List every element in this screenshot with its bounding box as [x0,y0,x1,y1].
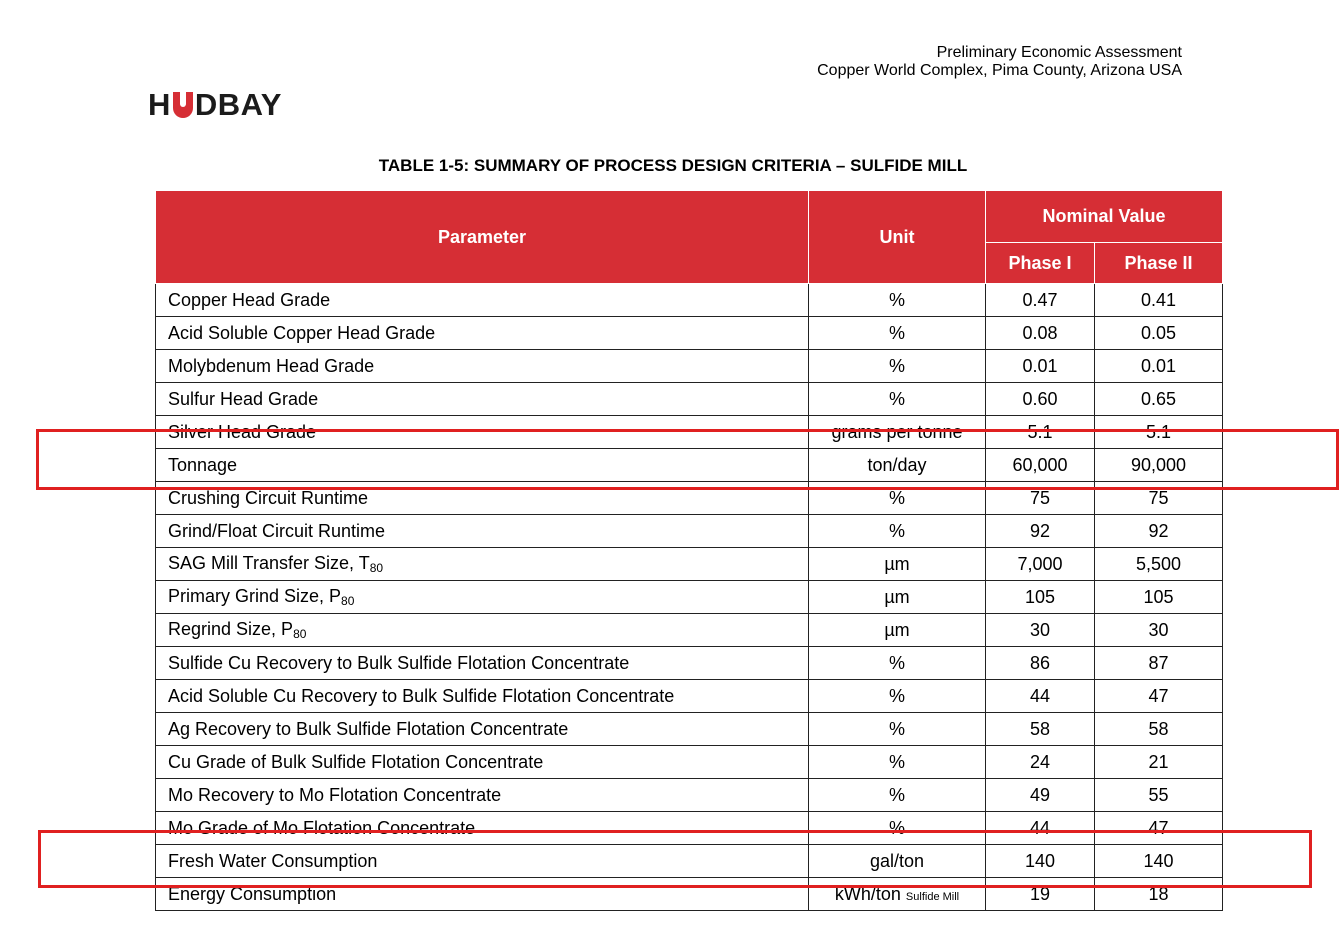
header-line-2: Copper World Complex, Pima County, Arizona USA [817,62,1182,79]
table-row [156,284,1223,317]
cell-parameter: Ag Recovery to Bulk Sulfide Flotation Concentrate [156,713,809,746]
cell-parameter: Acid Soluble Copper Head Grade [156,317,809,350]
cell-phase-2: 47 [1095,812,1223,845]
table-row [156,779,1223,812]
cell-unit: % [809,482,986,515]
cell-parameter: Energy Consumption [156,878,809,911]
table-row [156,350,1223,383]
table-row [156,548,1223,581]
cell-unit: % [809,746,986,779]
cell-parameter: Tonnage [156,449,809,482]
cell-parameter: Sulfide Cu Recovery to Bulk Sulfide Flotation Concentrate [156,647,809,680]
cell-phase-2: 5.1 [1095,416,1223,449]
cell-unit: % [809,350,986,383]
table-row [156,581,1223,614]
cell-parameter: SAG Mill Transfer Size, $T_{80}$ [156,548,809,581]
cell-phase-1: 92 [986,515,1095,548]
cell-phase-2: 140 [1095,845,1223,878]
table-row [156,317,1223,350]
cell-phase-1: 0.01 [986,350,1095,383]
cell-unit: µm [809,614,986,647]
cell-phase-1: 0.47 [986,284,1095,317]
header-parameter: Parameter [156,191,809,284]
cell-phase-2: 0.65 [1095,383,1223,416]
table-row [156,680,1223,713]
cell-phase-2: 18 [1095,878,1223,911]
logo-text-right: DBAY [194,87,282,122]
cell-phase-2: 47 [1095,680,1223,713]
cell-parameter: Mo Grade of Mo Flotation Concentrate [156,812,809,845]
cell-parameter: Cu Grade of Bulk Sulfide Flotation Concentrate [156,746,809,779]
cell-phase-1: 105 [986,581,1095,614]
document-header [817,44,1182,80]
cell-unit: % [809,647,986,680]
cell-parameter: Molybdenum Head Grade [156,350,809,383]
cell-unit: % [809,317,986,350]
process-design-criteria-table [155,190,1223,911]
cell-phase-2: 0.41 [1095,284,1223,317]
cell-phase-1: 58 [986,713,1095,746]
cell-phase-2: 5,500 [1095,548,1223,581]
cell-phase-2: 92 [1095,515,1223,548]
cell-phase-1: 30 [986,614,1095,647]
cell-phase-2: 75 [1095,482,1223,515]
cell-parameter: Acid Soluble Cu Recovery to Bulk Sulfide Flotation Concentrate [156,680,809,713]
cell-parameter: Regrind Size, $P_{80}$ [156,614,809,647]
logo-text-left: H [148,87,171,122]
cell-parameter: Mo Recovery to Mo Flotation Concentrate [156,779,809,812]
table-row [156,713,1223,746]
cell-phase-2: 105 [1095,581,1223,614]
cell-parameter: Grind/Float Circuit Runtime [156,515,809,548]
cell-phase-1: 5.1 [986,416,1095,449]
header-line-1: Preliminary Economic Assessment [936,44,1182,61]
header-unit: Unit [809,191,986,284]
cell-phase-1: 140 [986,845,1095,878]
cell-phase-2: 21 [1095,746,1223,779]
cell-phase-1: 19 [986,878,1095,911]
highlight-box-fresh-water [38,830,1312,888]
cell-phase-1: 24 [986,746,1095,779]
cell-phase-1: 0.60 [986,383,1095,416]
table-row [156,515,1223,548]
cell-unit: % [809,284,986,317]
cell-parameter: Copper Head Grade [156,284,809,317]
table-row [156,746,1223,779]
cell-phase-1: 60,000 [986,449,1095,482]
cell-parameter: Crushing Circuit Runtime [156,482,809,515]
cell-phase-1: 75 [986,482,1095,515]
cell-phase-2: 87 [1095,647,1223,680]
cell-phase-2: 55 [1095,779,1223,812]
cell-phase-1: 49 [986,779,1095,812]
hudbay-logo [148,88,282,122]
cell-phase-2: 90,000 [1095,449,1223,482]
cell-parameter: Fresh Water Consumption [156,845,809,878]
cell-unit: % [809,383,986,416]
cell-unit: grams per tonne [809,416,986,449]
cell-unit: % [809,779,986,812]
cell-parameter: Primary Grind Size, $P_{80}$ [156,581,809,614]
cell-phase-1: 7,000 [986,548,1095,581]
cell-phase-2: 30 [1095,614,1223,647]
logo-u-mark-icon [173,92,193,118]
cell-unit: gal/ton [809,845,986,878]
cell-unit: µm [809,548,986,581]
cell-phase-1: 44 [986,812,1095,845]
cell-phase-1: 44 [986,680,1095,713]
cell-phase-2: 58 [1095,713,1223,746]
header-phase-2: Phase II [1095,243,1223,284]
cell-unit: ton/day [809,449,986,482]
table-row [156,383,1223,416]
cell-unit: µm [809,581,986,614]
cell-unit: % [809,680,986,713]
cell-parameter: Silver Head Grade [156,416,809,449]
cell-phase-2: 0.01 [1095,350,1223,383]
table-row [156,647,1223,680]
cell-unit: % [809,713,986,746]
header-phase-1: Phase I [986,243,1095,284]
header-nominal-value: Nominal Value [986,191,1223,243]
table-title: TABLE 1-5: SUMMARY OF PROCESS DESIGN CRITERIA – SULFIDE MILL [378,156,968,175]
cell-unit: % [809,812,986,845]
cell-phase-1: 0.08 [986,317,1095,350]
highlight-box-tonnage [36,429,1339,490]
cell-phase-2: 0.05 [1095,317,1223,350]
cell-unit: % [809,515,986,548]
cell-phase-1: 86 [986,647,1095,680]
table-row [156,614,1223,647]
cell-unit: kWh/ton Sulfide Mill [809,878,986,911]
cell-parameter: Sulfur Head Grade [156,383,809,416]
